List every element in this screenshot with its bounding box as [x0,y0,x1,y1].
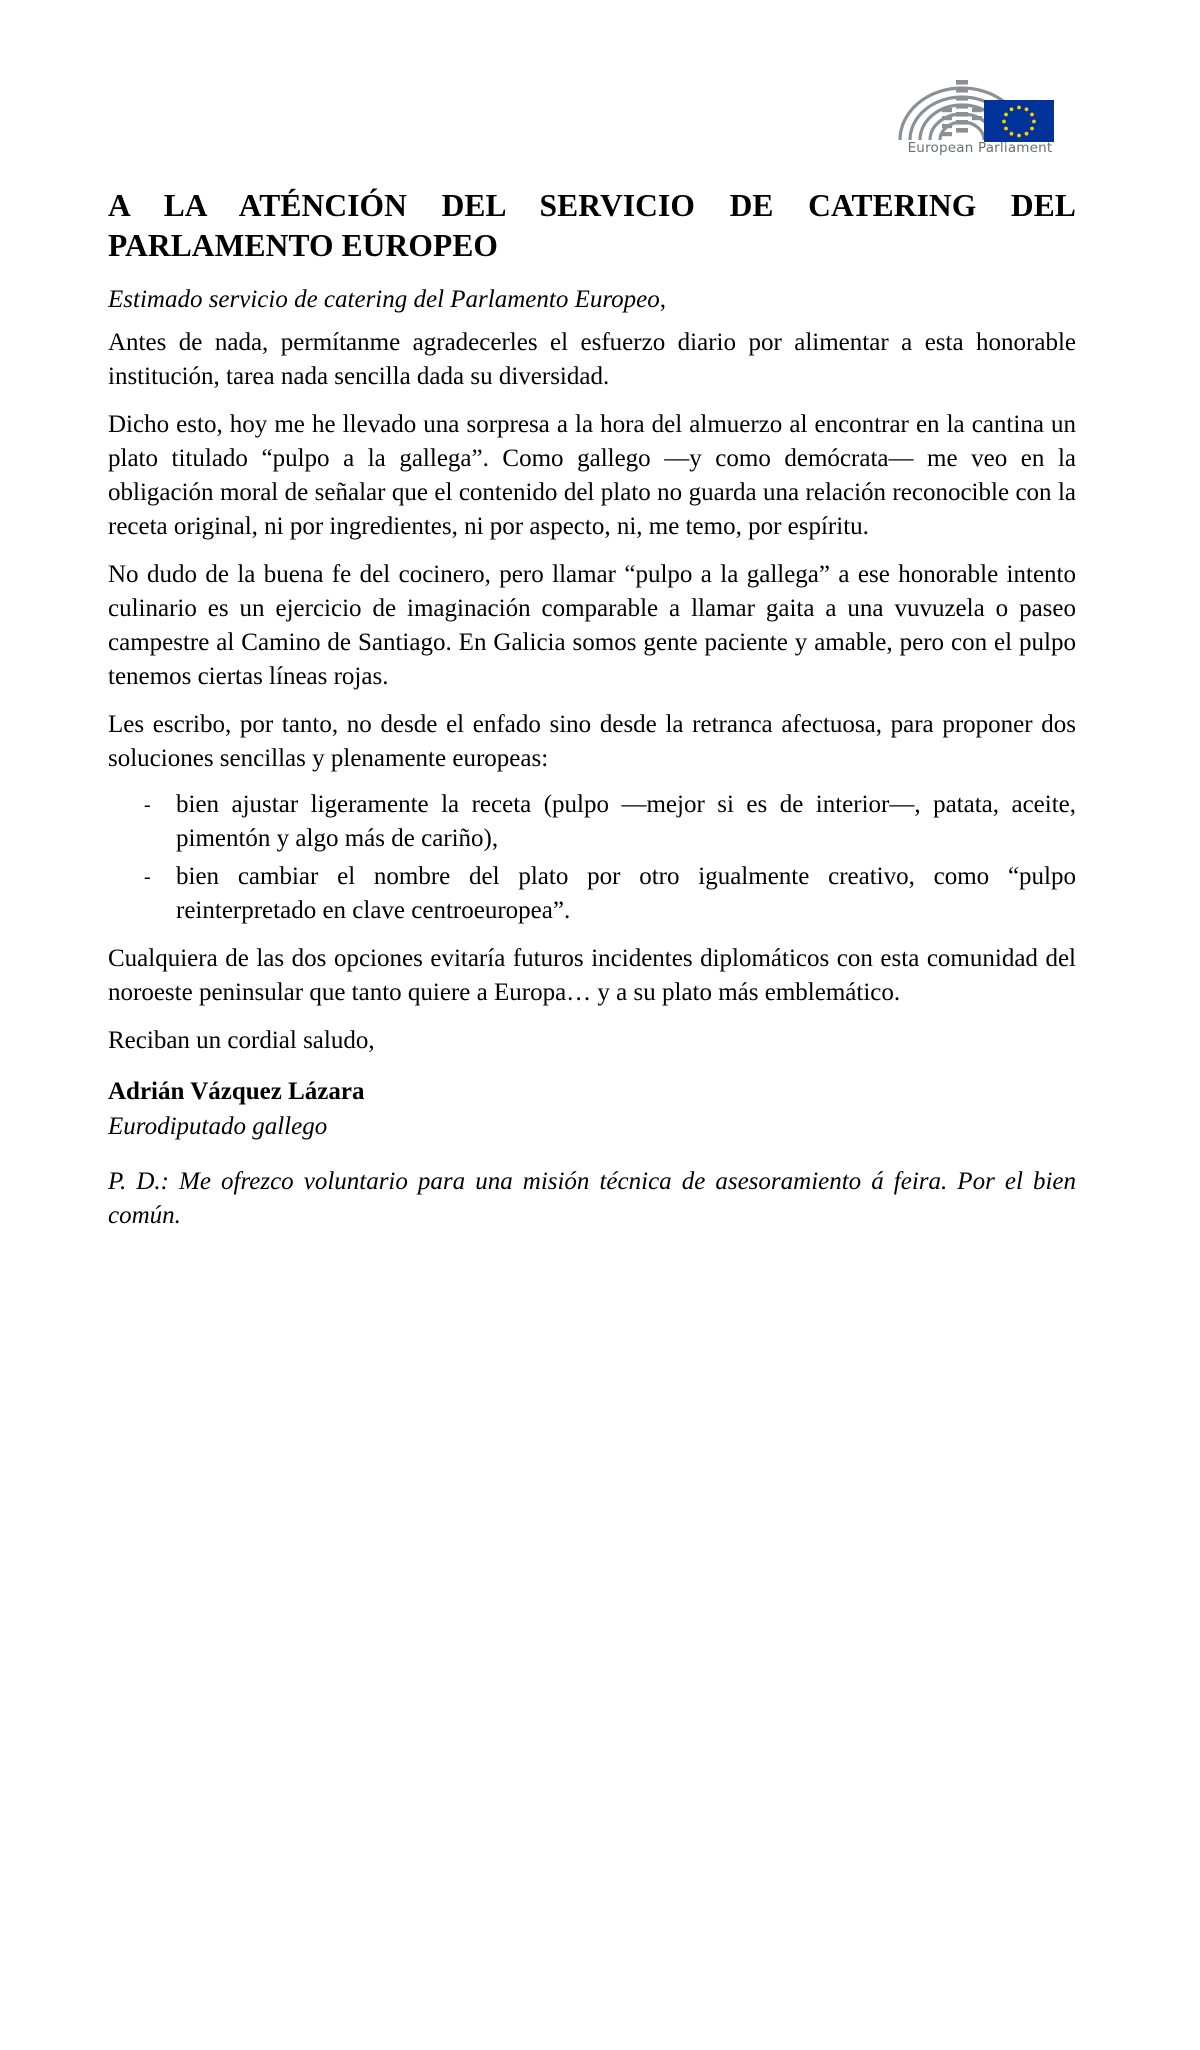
dash-marker-icon: - [144,794,151,817]
farewell-line: Reciban un cordial saludo, [108,1027,375,1055]
paragraph-goodfaith: No dudo de la buena fe del cocinero, pero llamar “pulpo a la gallega” a ese honorable intento culinario es un ejercicio de imaginación comparable a llamar gaita a una vuvuzela o paseo campestre al Camino de Santiago. En Galicia somos gente paciente y amable, pero con el pulpo tenemos ciertas líneas rojas. [108,561,1076,691]
list-item-label: bien ajustar ligeramente la receta (pulpo —mejor si es de interior—, patata, aceite, pimentón y algo más de cariño), [176,791,1076,853]
logo-caption: European Parliament [907,140,1053,156]
signature-role: Eurodiputado gallego [108,1112,328,1140]
signature-name: Adrián Vázquez Lázara [108,1078,365,1106]
paragraph-surprise: Dicho esto, hoy me he llevado una sorpresa a la hora del almuerzo al encontrar en la cantina un plato titulado “pulpo a la gallega”. Como gallego —y como demócrata— me veo en la obligación moral de señalar que el contenido del plato no guarda una relación reconocible con la receta original, ni por ingredientes, ni por aspecto, ni, me temo, por espíritu. [108,411,1076,541]
list-item [108,860,1076,928]
european-parliament-logo-icon [880,74,1080,142]
list-item-label: bien cambiar el nombre del plato por otro igualmente creativo, como “pulpo reinterpretado en clave centroeuropea”. [176,863,1076,925]
paragraph-conclusion: Cualquiera de las dos opciones evitaría futuros incidentes diplomáticos con esta comunidad del noroeste peninsular que tanto quiere a Europa… y a su plato más emblemático. [108,945,1076,1007]
hemicycle-logo-mark [880,74,1080,142]
paragraph-thanks: Antes de nada, permítanme agradecerles el esfuerzo diario por alimentar a esta honorable institución, tarea nada sencilla dada su diversidad. [108,329,1076,391]
paragraph-proposal-intro: Les escribo, por tanto, no desde el enfado sino desde la retranca afectuosa, para proponer dos soluciones sencillas y plenamente europeas: [108,711,1076,773]
dash-marker-icon: - [144,866,151,889]
list-item [108,788,1076,856]
salutation-line: Estimado servicio de catering del Parlamento Europeo, [108,285,666,313]
european-parliament-logo [880,74,1080,166]
proposal-list [108,788,1076,928]
page-title: A LA ATÉNCIÓN DEL SERVICIO DE CATERING DEL PARLAMENTO EUROPEO [108,188,1076,264]
document-header [0,0,1200,175]
document-body [108,186,1076,1233]
postscript: P. D.: Me ofrezco voluntario para una misión técnica de asesoramiento á feira. Por el bien común. [108,1168,1076,1230]
